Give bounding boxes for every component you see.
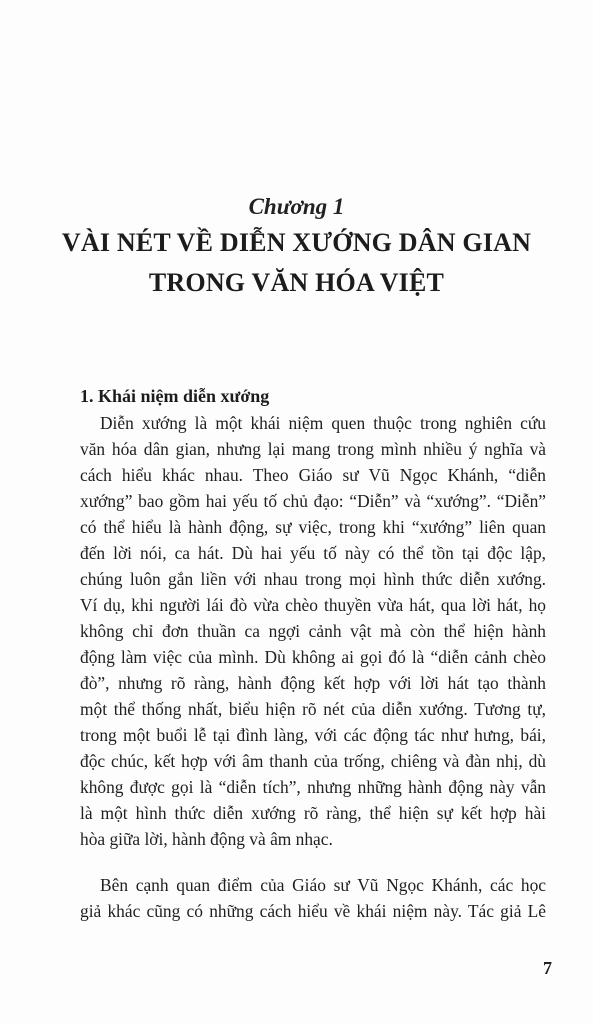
page-number: 7 xyxy=(543,958,552,978)
chapter-title-line-2: TRONG VĂN HÓA VIỆT xyxy=(148,268,445,297)
paragraph-line: độc chúc, kết hợp với âm thanh của trống, chiêng và đàn nhị, dù xyxy=(80,751,546,771)
chapter-label: Chương 1 xyxy=(248,194,345,219)
chapter-title-line-1: VÀI NÉT VỀ DIỄN XƯỚNG DÂN GIAN xyxy=(61,228,532,257)
paragraph-line: một thể thống nhất, biểu hiện rõ nét của diễn xướng. Tương tự, xyxy=(80,699,546,719)
paragraph-line: không chỉ đơn thuần ca ngợi cảnh vật mà còn thể hiện hành xyxy=(80,621,546,641)
paragraph-line: giả khác cũng có những cách hiểu về khái niệm này. Tác giả Lê xyxy=(80,901,546,921)
paragraph-line: Ví dụ, khi người lái đò vừa chèo thuyền vừa hát, qua lời hát, họ xyxy=(80,595,546,615)
paragraph-line: Diễn xướng là một khái niệm quen thuộc trong nghiên cứu xyxy=(100,413,546,433)
section-heading: 1. Khái niệm diễn xướng xyxy=(80,386,270,406)
paragraph-line: đến lời nói, ca hát. Dù hai yếu tố này có thể tồn tại độc lập, xyxy=(80,543,546,563)
paragraph-line: trong một buổi lễ tại đình làng, với các động tác như hưng, bái, xyxy=(80,725,546,745)
paragraph-line: đò”, nhưng rõ ràng, hành động kết hợp với lời hát tạo thành xyxy=(80,673,546,693)
paragraph-line: là một hình thức diễn xướng rõ ràng, thể hiện sự kết hợp hài xyxy=(80,803,546,823)
paragraph-line: cách hiểu khác nhau. Theo Giáo sư Vũ Ngọc Khánh, “diễn xyxy=(80,465,546,485)
paragraph-line: không được gọi là “diễn tích”, nhưng những hành động này vẫn xyxy=(80,777,546,797)
paragraph-line: văn hóa dân gian, nhưng lại mang trong mình nhiều ý nghĩa và xyxy=(80,439,546,459)
paragraph-line: Bên cạnh quan điểm của Giáo sư Vũ Ngọc Khánh, các học xyxy=(100,875,546,895)
paragraph-line: chúng luôn gắn liền với nhau trong mọi hình thức diễn xướng. xyxy=(80,569,546,589)
paragraph-line: động làm việc của mình. Dù không ai gọi đó là “diễn cảnh chèo xyxy=(80,647,546,667)
paragraph-line: hòa giữa lời, hành động và âm nhạc. xyxy=(80,829,333,849)
paragraph-line: có thể hiểu là hành động, sự việc, trong khi “xướng” liên quan xyxy=(80,517,546,537)
paragraph-line: xướng” bao gồm hai yếu tố chủ đạo: “Diễn” và “xướng”. “Diễn” xyxy=(80,491,546,511)
